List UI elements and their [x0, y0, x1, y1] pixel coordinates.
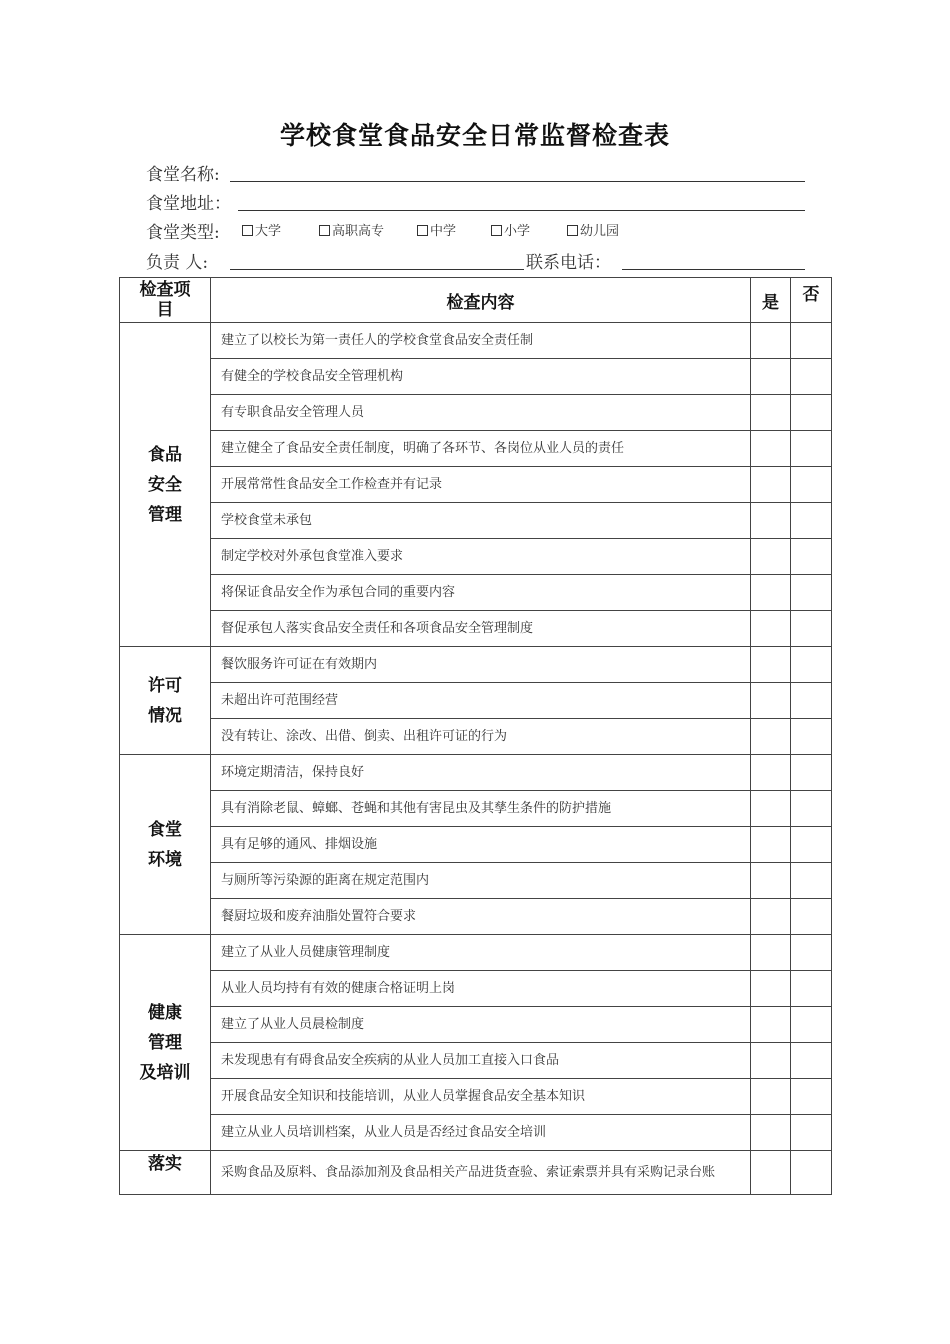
yes-check-cell[interactable]	[751, 1151, 791, 1195]
type-option-vocational[interactable]: 高职高专	[319, 220, 384, 239]
yes-check-cell[interactable]	[751, 1115, 791, 1151]
check-item: 环境定期清洁，保持良好	[211, 755, 751, 791]
no-check-cell[interactable]	[791, 755, 832, 791]
no-check-cell[interactable]	[791, 503, 832, 539]
yes-check-cell[interactable]	[751, 719, 791, 755]
yes-check-cell[interactable]	[751, 359, 791, 395]
yes-check-cell[interactable]	[751, 323, 791, 359]
type-option-kindergarten[interactable]: 幼儿园	[567, 220, 619, 239]
form-title: 学校食堂食品安全日常监督检查表	[279, 121, 670, 150]
no-check-cell[interactable]	[791, 1043, 832, 1079]
check-item: 督促承包人落实食品安全责任和各项食品安全管理制度	[211, 611, 751, 647]
canteen-name-row	[146, 160, 806, 184]
category-canteen-environment: 食堂 环境	[120, 755, 211, 935]
check-item: 与厕所等污染源的距离在规定范围内	[211, 863, 751, 899]
table-row	[120, 719, 832, 755]
responsible-person-label: 负责 人:	[146, 253, 209, 273]
canteen-name-field[interactable]	[230, 181, 805, 182]
header-yes: 是	[751, 278, 791, 323]
table-row	[120, 683, 832, 719]
check-item: 将保证食品安全作为承包合同的重要内容	[211, 575, 751, 611]
yes-check-cell[interactable]	[751, 935, 791, 971]
yes-check-cell[interactable]	[751, 539, 791, 575]
type-option-middle-school[interactable]: 中学	[417, 220, 456, 239]
canteen-type-row	[146, 218, 806, 242]
category-implementation: 落实	[120, 1151, 211, 1195]
check-item: 从业人员均持有有效的健康合格证明上岗	[211, 971, 751, 1007]
checkbox-icon	[491, 225, 502, 236]
check-item: 开展常常性食品安全工作检查并有记录	[211, 467, 751, 503]
responsible-row	[146, 248, 806, 272]
yes-check-cell[interactable]	[751, 971, 791, 1007]
table-row	[120, 575, 832, 611]
check-item: 建立从业人员培训档案，从业人员是否经过食品安全培训	[211, 1115, 751, 1151]
yes-check-cell[interactable]	[751, 611, 791, 647]
table-row	[120, 1043, 832, 1079]
no-check-cell[interactable]	[791, 323, 832, 359]
table-row	[120, 791, 832, 827]
header-content: 检查内容	[211, 278, 751, 323]
no-check-cell[interactable]	[791, 1079, 832, 1115]
table-row	[120, 323, 832, 359]
yes-check-cell[interactable]	[751, 1043, 791, 1079]
checkbox-icon	[319, 225, 330, 236]
no-check-cell[interactable]	[791, 935, 832, 971]
yes-check-cell[interactable]	[751, 1079, 791, 1115]
table-row	[120, 827, 832, 863]
header-category: 检查项 目	[120, 278, 211, 323]
no-check-cell[interactable]	[791, 395, 832, 431]
no-check-cell[interactable]	[791, 1007, 832, 1043]
check-item: 开展食品安全知识和技能培训，从业人员掌握食品安全基本知识	[211, 1079, 751, 1115]
table-row	[120, 467, 832, 503]
no-check-cell[interactable]	[791, 1115, 832, 1151]
no-check-cell[interactable]	[791, 611, 832, 647]
no-check-cell[interactable]	[791, 827, 832, 863]
yes-check-cell[interactable]	[751, 647, 791, 683]
table-row	[120, 395, 832, 431]
check-item: 学校食堂未承包	[211, 503, 751, 539]
category-food-safety-management: 食品 安全 管理	[120, 323, 211, 647]
canteen-address-row	[146, 189, 806, 213]
no-check-cell[interactable]	[791, 575, 832, 611]
no-check-cell[interactable]	[791, 539, 832, 575]
table-header-row	[120, 278, 832, 323]
yes-check-cell[interactable]	[751, 1007, 791, 1043]
check-item: 未超出许可范围经营	[211, 683, 751, 719]
no-check-cell[interactable]	[791, 863, 832, 899]
canteen-name-label: 食堂名称:	[146, 165, 220, 185]
check-item: 有专职食品安全管理人员	[211, 395, 751, 431]
check-item: 建立了从业人员健康管理制度	[211, 935, 751, 971]
table-row	[120, 1007, 832, 1043]
yes-check-cell[interactable]	[751, 863, 791, 899]
table-row	[120, 539, 832, 575]
yes-check-cell[interactable]	[751, 467, 791, 503]
yes-check-cell[interactable]	[751, 791, 791, 827]
check-item: 没有转让、涂改、出借、倒卖、出租许可证的行为	[211, 719, 751, 755]
table-row	[120, 1079, 832, 1115]
yes-check-cell[interactable]	[751, 899, 791, 935]
yes-check-cell[interactable]	[751, 575, 791, 611]
yes-check-cell[interactable]	[751, 431, 791, 467]
no-check-cell[interactable]	[791, 971, 832, 1007]
table-row	[120, 503, 832, 539]
check-item: 具有足够的通风、排烟设施	[211, 827, 751, 863]
type-option-university[interactable]: 大学	[242, 220, 281, 239]
category-health-management-training: 健康 管理 及培训	[120, 935, 211, 1151]
header-no: 否	[791, 278, 832, 323]
canteen-type-label: 食堂类型:	[146, 223, 220, 243]
check-item: 餐厨垃圾和废弃油脂处置符合要求	[211, 899, 751, 935]
yes-check-cell[interactable]	[751, 683, 791, 719]
no-check-cell[interactable]	[791, 719, 832, 755]
no-check-cell[interactable]	[791, 1151, 832, 1195]
check-item: 建立健全了食品安全责任制度，明确了各环节、各岗位从业人员的责任	[211, 431, 751, 467]
yes-check-cell[interactable]	[751, 827, 791, 863]
check-item: 制定学校对外承包食堂准入要求	[211, 539, 751, 575]
yes-check-cell[interactable]	[751, 395, 791, 431]
table-row	[120, 863, 832, 899]
responsible-person-field[interactable]	[230, 269, 524, 270]
inspection-table	[119, 277, 832, 1195]
category-license-status: 许可 情况	[120, 647, 211, 755]
table-row	[120, 611, 832, 647]
no-check-cell[interactable]	[791, 647, 832, 683]
checkbox-icon	[417, 225, 428, 236]
no-check-cell[interactable]	[791, 791, 832, 827]
table-row	[120, 935, 832, 971]
table-row	[120, 1115, 832, 1151]
contact-phone-field[interactable]	[622, 269, 805, 270]
table-row	[120, 431, 832, 467]
check-item: 有健全的学校食品安全管理机构	[211, 359, 751, 395]
table-row	[120, 647, 832, 683]
table-row	[120, 899, 832, 935]
check-item: 餐饮服务许可证在有效期内	[211, 647, 751, 683]
check-item: 未发现患有有碍食品安全疾病的从业人员加工直接入口食品	[211, 1043, 751, 1079]
contact-phone-label: 联系电话：	[526, 253, 611, 273]
table-row	[120, 755, 832, 791]
yes-check-cell[interactable]	[751, 503, 791, 539]
no-check-cell[interactable]	[791, 467, 832, 503]
yes-check-cell[interactable]	[751, 755, 791, 791]
checkbox-icon	[242, 225, 253, 236]
table-row	[120, 971, 832, 1007]
table-body	[120, 323, 832, 1195]
check-item: 建立了从业人员晨检制度	[211, 1007, 751, 1043]
no-check-cell[interactable]	[791, 359, 832, 395]
check-item: 采购食品及原料、食品添加剂及食品相关产品进货查验、索证索票并具有采购记录台账	[211, 1151, 751, 1195]
check-item: 建立了以校长为第一责任人的学校食堂食品安全责任制	[211, 323, 751, 359]
table-row	[120, 359, 832, 395]
no-check-cell[interactable]	[791, 683, 832, 719]
table-row	[120, 1151, 832, 1195]
check-item: 具有消除老鼠、蟑螂、苍蝇和其他有害昆虫及其孳生条件的防护措施	[211, 791, 751, 827]
no-check-cell[interactable]	[791, 899, 832, 935]
checkbox-icon	[567, 225, 578, 236]
no-check-cell[interactable]	[791, 431, 832, 467]
canteen-address-label: 食堂地址：	[146, 194, 231, 214]
canteen-address-field[interactable]	[238, 210, 805, 211]
type-option-primary-school[interactable]: 小学	[491, 220, 530, 239]
